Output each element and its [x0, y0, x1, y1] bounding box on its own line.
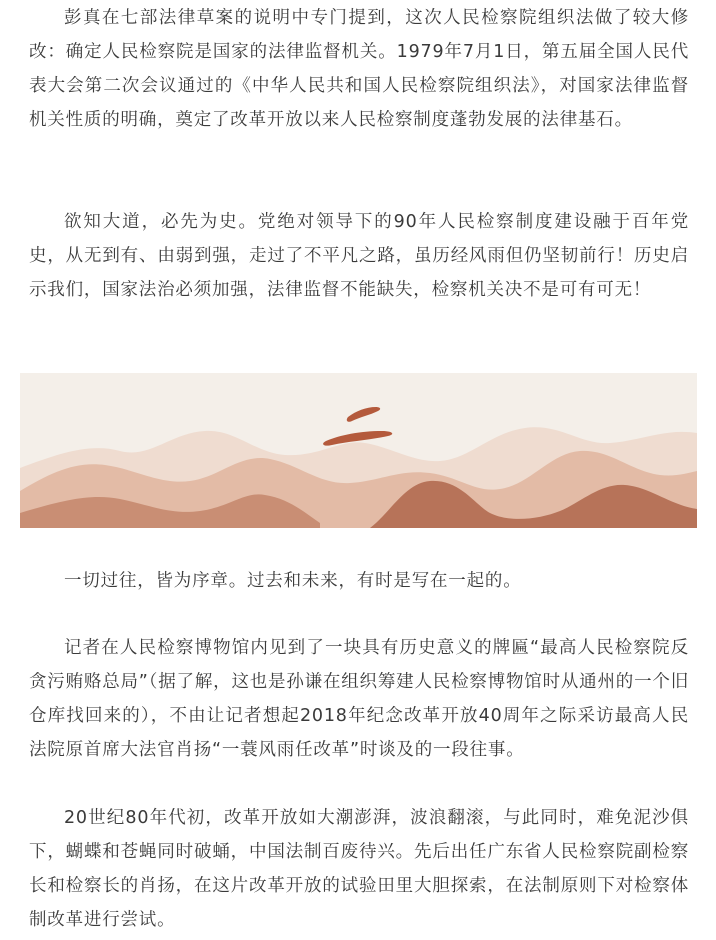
paragraph-reform-1980s: 20世纪80年代初，改革开放如大潮澎湃，波浪翻滚，与此同时，难免泥沙俱下，蝴蝶和苍蝇同时破蛹，中国法制百废待兴。先后出任广东省人民检察院副检察长和检察长的肖扬，在这片改革开放的试验田里大胆探索，在法制原则下对检察体制改革进行尝试。	[29, 808, 689, 930]
paragraph-history: 欲知大道，必先为史。党绝对领导下的90年人民检察制度建设融于百年党史，从无到有、由弱到强，走过了不平凡之路，虽历经风雨但仍坚韧前行！历史启示我们，国家法治必须加强，法律监督不能缺失，检察机关决不是可有可无！	[29, 212, 689, 300]
paragraph-peng-zhen: 彭真在七部法律草案的说明中专门提到，这次人民检察院组织法做了较大修改：确定人民检察院是国家的法律监督机关。1979年7月1日，第五届全国人民代表大会第二次会议通过的《中华人民共和国人民检察院组织法》，对国家法律监督机关性质的明确，奠定了改革开放以来人民检察制度蓬勃发展的法律基石。	[29, 8, 689, 130]
mountain-landscape-illustration	[20, 373, 697, 528]
section-divider-banner	[20, 373, 697, 528]
paragraph-prologue: 一切过往，皆为序章。过去和未来，有时是写在一起的。	[64, 571, 522, 591]
paragraph-museum-plaque: 记者在人民检察博物馆内见到了一块具有历史意义的牌匾“最高人民检察院反贪污贿赂总局”（据了解，这也是孙谦在组织筹建人民检察博物馆时从通州的一个旧仓库找回来的），不由让记者想起2018年纪念改革开放40周年之际采访最高人民法院原首席大法官肖扬“一蓑风雨任改革”时谈及的一段往事。	[29, 638, 689, 760]
